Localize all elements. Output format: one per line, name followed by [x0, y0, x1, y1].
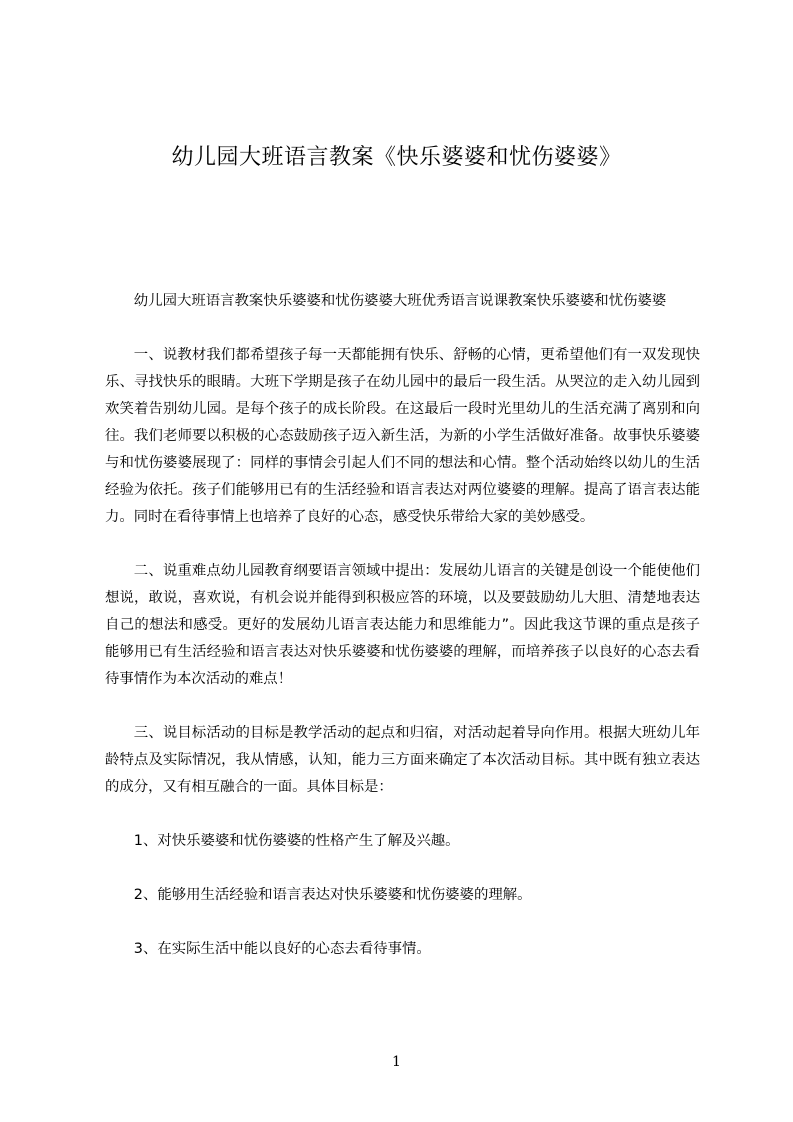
intro-paragraph: 幼儿园大班语言教案快乐婆婆和忧伤婆婆大班优秀语言说课教案快乐婆婆和忧伤婆婆: [133, 293, 667, 309]
document-body: [105, 288, 700, 990]
section-textbook: 一、说教材我们都希望孩子每一天都能拥有快乐、舒畅的心情，更希望他们有一双发现快乐、寻找快乐的眼睛。大班下学期是孩子在幼儿园中的最后一段生活。从哭泣的走入幼儿园到欢笑着告别幼儿园。是每个孩子的成长阶段。在这最后一段时光里幼儿的生活充满了离别和向往。我们老师要以积极的心态鼓励孩子迈入新生活，为新的小学生活做好准备。故事快乐婆婆与和忧伤婆婆展现了：同样的事情会引起人们不同的想法和心情。整个活动始终以幼儿的生活经验为依托。孩子们能够用已有的生活经验和语言表达对两位婆婆的理解。提高了语言表达能力。同时在看待事情上也培养了良好的心态，感受快乐带给大家的美妙感受。: [105, 347, 700, 525]
section-goals: 三、说目标活动的目标是教学活动的起点和归宿，对活动起着导向作用。根据大班幼儿年龄特点及实际情况，我从情感，认知，能力三方面来确定了本次活动目标。其中既有独立表达的成分，又有相互融合的一面。具体目标是：: [105, 725, 700, 795]
goal-item: 3、在实际生活中能以良好的心态去看待事情。: [133, 941, 431, 957]
goal-item: 2、能够用生活经验和语言表达对快乐婆婆和忧伤婆婆的理解。: [133, 887, 532, 903]
section-key-points: 二、说重难点幼儿园教育纲要语言领域中提出：发展幼儿语言的关键是创设一个能使他们想说，敢说，喜欢说，有机会说并能得到积极应答的环境，以及要鼓励幼儿大胆、清楚地表达自己的想法和感受。更好的发展幼儿语言表达能力和思维能力”。因此我这节课的重点是孩子能够用已有生活经验和语言表达对快乐婆婆和忧伤婆婆的理解，而培养孩子以良好的心态去看待事情作为本次活动的难点！: [105, 563, 700, 687]
goal-item: 1、对快乐婆婆和忧伤婆婆的性格产生了解及兴趣。: [133, 833, 460, 849]
page-number: 1: [392, 1054, 401, 1070]
document-title: 幼儿园大班语言教案《快乐婆婆和忧伤婆婆》: [171, 145, 622, 170]
